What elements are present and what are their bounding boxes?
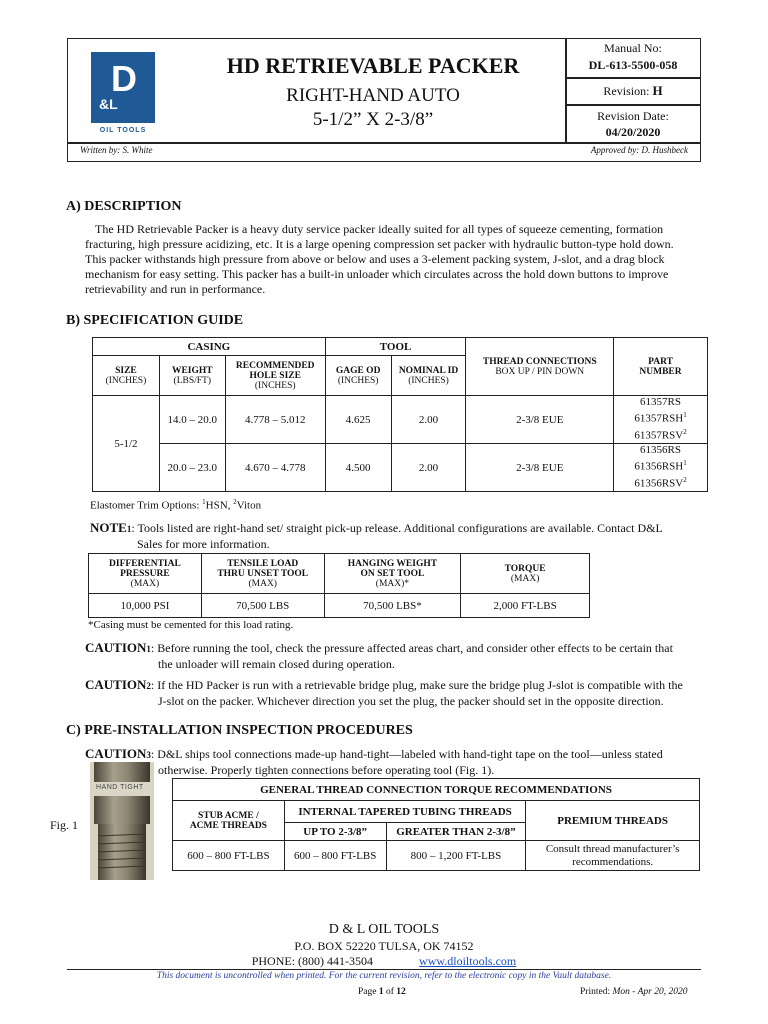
col-thread: THREAD CONNECTIONS BOX UP / PIN DOWN (466, 338, 614, 396)
section-c-heading: C) PRE-INSTALLATION INSPECTION PROCEDURES (66, 723, 413, 738)
printed-date: Printed: Mon - Apr 20, 2020 (580, 987, 688, 997)
disclaimer: This document is uncontrolled when printed. For the current revision, refer to the electronic copy in the Vault database. (156, 971, 612, 981)
specification-table: CASING TOOL THREAD CONNECTIONS BOX UP / PIN DOWN PART NUMBER SIZE (INCHES) WEIGHT (LBS/FT) RECOMMENDED HOLE SIZE (INCHES) GAGE OD (INCHES) NOMINAL ID (INCHES) 5-1/2 14.0 – 20.0 4.778 – 5.012 4.625 2.00 2-3/8 EUE 61357RS 61357RSH$^1$ 61357RSV$^2$ 20.0 – 23.0 4.670 – 4.778 4.500 2.00 2-3/8 EUE 61356RS 61356RSH$^1$ 61356RSV$^2$ (92, 337, 708, 492)
company-logo: D &L OIL TOOLS (91, 52, 155, 138)
document-size: 5-1/2” X 2-3/8” (312, 109, 434, 130)
note-1: NOTE1: Tools listed are right-hand set/ straight pick-up release. Additional configurations are available. Contact D&L Sales for more information. (90, 520, 663, 551)
footer-divider (67, 969, 701, 970)
page-number: Page 1 of 12 (358, 987, 406, 997)
revision-date-label: Revision Date: (597, 109, 669, 123)
caution-2: CAUTION2: If the HD Packer is run with a retrievable bridge plug, make sure the bridge plug J-slot is compatible with the J-slot on the packer. Whichever direction you set the plug, the packer should set in the opposite direction. (85, 677, 683, 708)
footer-contact (0, 954, 768, 969)
document-subtitle: RIGHT-HAND AUTO (286, 85, 460, 106)
manual-label: Manual No: (604, 41, 662, 55)
footer-phone: PHONE: (800) 441-3504 (251, 954, 374, 968)
manual-number: DL-613-5500-058 (588, 58, 678, 72)
table-row: 5-1/2 14.0 – 20.0 4.778 – 5.012 4.625 2.00 2-3/8 EUE 61357RS 61357RSH$^1$ 61357RSV$^2$ (93, 396, 708, 444)
website-link[interactable]: www.dloiltools.com (419, 954, 517, 968)
torque-table: GENERAL THREAD CONNECTION TORQUE RECOMMENDATIONS STUB ACME / ACME THREADS INTERNAL TAPERED TUBING THREADS PREMIUM THREADS UP TO 2-3/8” GREATER THAN 2-3/8” 600 – 800 FT-LBS 600 – 800 FT-LBS 800 – 1,200 FT-LBS Consult thread manufacturer’s recommendations. (172, 778, 700, 871)
approved-by: Approved by: D. Hushbeck (590, 145, 688, 155)
footer-address: P.O. BOX 52220 TULSA, OK 74152 (294, 939, 474, 953)
col-part: PART NUMBER (614, 338, 708, 396)
table-row: 10,000 PSI 70,500 LBS 70,500 LBS* 2,000 FT-LBS (89, 594, 590, 618)
fig-1-label: Fig. 1 (50, 818, 79, 832)
description-text: The HD Retrievable Packer is a heavy duty service packer ideally suited for all types of squeeze cementing, formation fracturing, high pressure acidizing, etc. It is a large opening compression set packer with hydraulic button-type hold down. This packer withstands high pressure from above or below and uses a 3-element packing system, J-slot, and a drag block mechanism for easy setting. This packer has a built-in unloader which circulates across the hold down buttons to improve retrievability and run in performance. (85, 222, 674, 296)
table-row: 20.0 – 23.0 4.670 – 4.778 4.500 2.00 2-3/8 EUE 61356RS 61356RSH$^1$ 61356RSV$^2$ (93, 444, 708, 492)
caution-1: CAUTION1: Before running the tool, check the pressure affected areas chart, and consider other effects to be certain that the unloader will remain closed during operation. (85, 640, 673, 671)
table-row: 600 – 800 FT-LBS 600 – 800 FT-LBS 800 – 1,200 FT-LBS Consult thread manufacturer’s recommendations. (173, 841, 700, 871)
elastomer-options: Elastomer Trim Options: $^1$HSN, $^2$Viton (90, 498, 262, 512)
footer-company: D & L OIL TOOLS (328, 922, 440, 937)
ratings-table: DIFFERENTIAL PRESSURE (MAX) TENSILE LOAD THRU UNSET TOOL (MAX) HANGING WEIGHT ON SET TOOL (MAX)* TORQUE (MAX) 10,000 PSI 70,500 LBS 70,500 LBS* 2,000 FT-LBS (88, 553, 590, 618)
document-title: HD RETRIEVABLE PACKER (226, 53, 520, 78)
caution-3: CAUTION3: D&L ships tool connections made-up hand-tight—labeled with hand-tight tape on the tool—unless stated otherwise. Properly tighten connections before operating tool (Fig. 1). (85, 746, 663, 777)
revision-date: 04/20/2020 (605, 125, 661, 139)
written-by: Written by: S. White (80, 145, 153, 155)
section-a-heading: A) DESCRIPTION (66, 199, 182, 214)
hand-tight-tape-text: HAND TIGHT (96, 784, 144, 791)
document-header (67, 38, 701, 162)
hand-tight-photo (90, 762, 154, 880)
section-b-heading: B) SPECIFICATION GUIDE (66, 313, 244, 328)
revision: Revision: H (603, 83, 663, 98)
casing-note: *Casing must be cemented for this load rating. (88, 619, 294, 631)
